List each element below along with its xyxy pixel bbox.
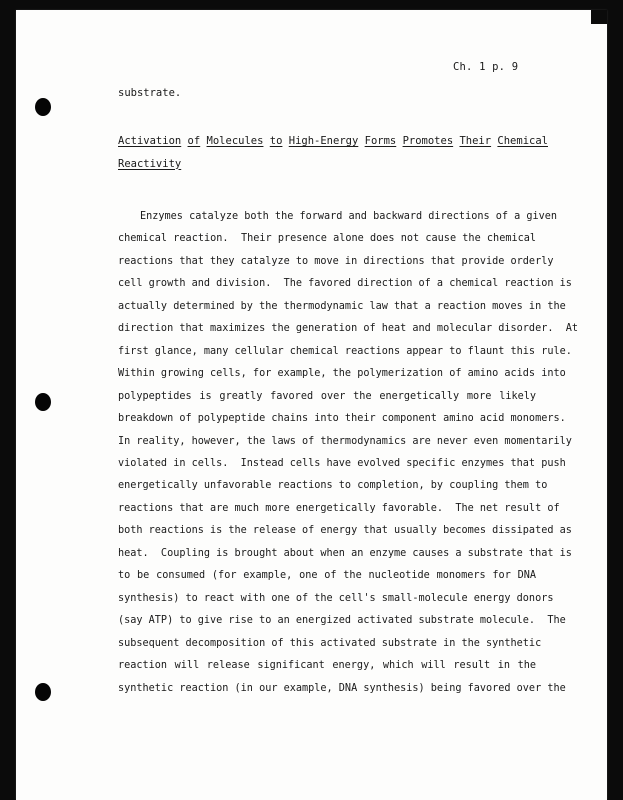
heading-word: to xyxy=(269,135,283,147)
binder-hole-middle xyxy=(35,393,51,411)
body-line: Enzymes catalyze both the forward and backward directions of a given xyxy=(140,211,558,222)
heading-word: Promotes xyxy=(402,135,454,147)
continuation-text: substrate. xyxy=(118,87,182,99)
heading-word: Reactivity xyxy=(118,157,182,170)
body-line: subsequent decomposition of this activated substrate in the synthetic xyxy=(118,637,542,649)
body-line: heat. Coupling is brought about when an enzyme causes a substrate that is xyxy=(118,547,572,559)
body-line: (say ATP) to give rise to an energized activated substrate molecule. The xyxy=(118,615,566,627)
page-number: Ch. 1 p. 9 xyxy=(453,61,519,73)
page-corner-edge xyxy=(591,10,607,24)
body-line: cell growth and division. The favored direction of a chemical reaction is xyxy=(118,278,572,290)
body-line: to be consumed (for example, one of the nucleotide monomers for DNA xyxy=(118,570,536,582)
heading-word: Molecules xyxy=(206,135,264,147)
body-line: actually determined by the thermodynamic law that a reaction moves in the xyxy=(118,300,566,312)
body-paragraph xyxy=(118,206,579,700)
body-line: chemical reaction. Their presence alone does not cause the chemical xyxy=(118,233,536,245)
body-line: direction that maximizes the generation of heat and molecular disorder. At xyxy=(118,323,579,335)
binder-hole-top xyxy=(35,98,51,116)
body-line: synthetic reaction (in our example, DNA synthesis) being favored over the xyxy=(118,682,566,694)
body-line: reaction will release significant energy, which will result in the xyxy=(118,660,536,672)
heading-line-1 xyxy=(118,130,558,153)
binder-hole-bottom xyxy=(35,683,51,701)
heading-word: Chemical xyxy=(497,135,548,147)
body-line: first glance, many cellular chemical reactions appear to flaunt this rule. xyxy=(118,345,572,357)
body-line: violated in cells. Instead cells have evolved specific enzymes that push xyxy=(118,457,566,469)
body-line: reactions that are much more energetically favorable. The net result of xyxy=(118,502,560,514)
heading-word: Forms xyxy=(364,135,397,147)
body-line: Within growing cells, for example, the polymerization of amino acids into xyxy=(118,368,566,380)
body-line: polypeptides is greatly favored over the energetically more likely xyxy=(118,390,536,402)
heading-word: High-Energy xyxy=(288,135,359,147)
body-line: In reality, however, the laws of thermodynamics are never even momentarily xyxy=(118,435,572,447)
body-line: breakdown of polypeptide chains into their component amino acid monomers. xyxy=(118,413,566,425)
body-line: reactions that they catalyze to move in directions that provide orderly xyxy=(118,255,554,267)
body-line: energetically unfavorable reactions to completion, by coupling them to xyxy=(118,480,548,492)
body-line: synthesis) to react with one of the cell's small-molecule energy donors xyxy=(118,592,554,604)
heading-word: Their xyxy=(459,135,492,147)
body-line: both reactions is the release of energy that usually becomes dissipated as xyxy=(118,525,572,537)
section-heading xyxy=(118,130,558,175)
paper-sheet xyxy=(16,10,607,800)
heading-word: of xyxy=(187,135,201,147)
heading-word: Activation xyxy=(118,135,182,147)
heading-line-2 xyxy=(118,153,558,176)
